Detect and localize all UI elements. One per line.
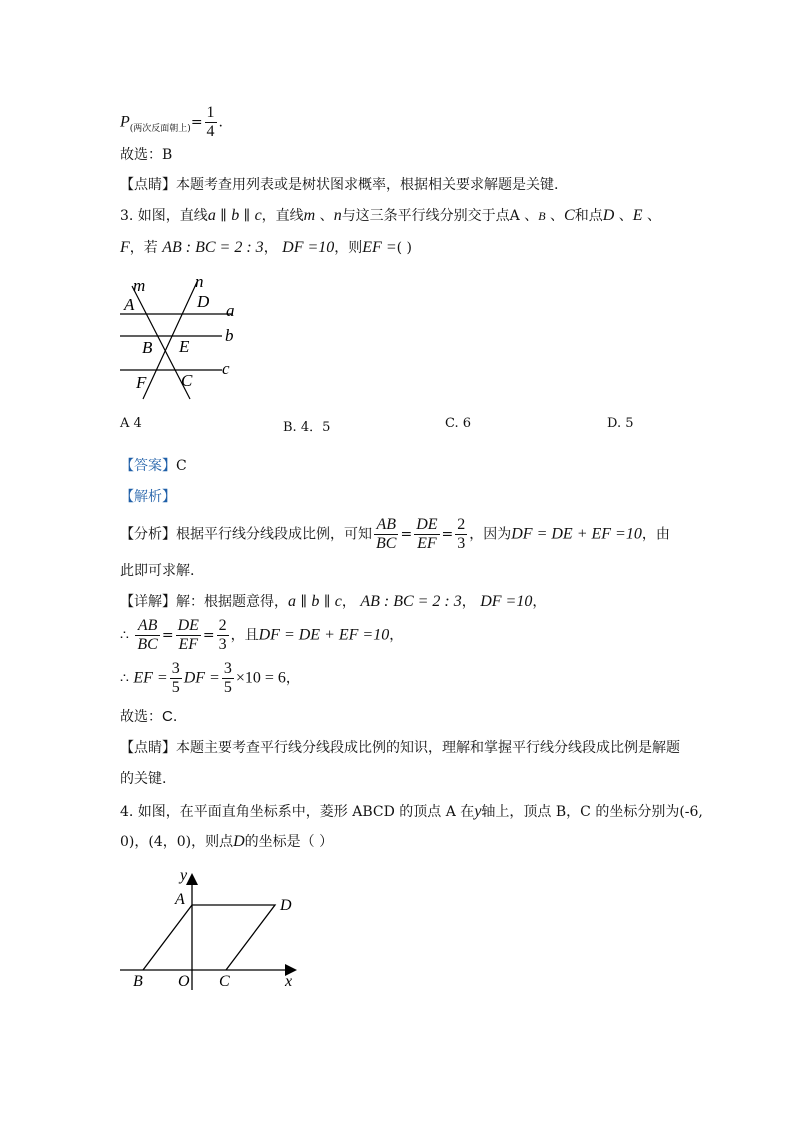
label-a: a (226, 301, 235, 320)
q3-analysis-line1: 【分析】根据平行线分线段成比例，可知 $\frac{AB}{BC}$ = $\frac{DE}{EF}$ = $\frac{2}{3}$ ，因为DF = DE + EF =10，由 (120, 516, 670, 552)
q3-stem-line1: 3. 如图，直线a ∥ b ∥ c，直线m 、n与这三条平行线分别交于点A 、B 、C和点D 、E 、 (120, 207, 661, 224)
label-E: E (179, 337, 190, 356)
q4-stem-line2: 0)，(4，0)，则点D的坐标是（ ） (120, 833, 334, 850)
q3-choice: 故选：C. (120, 708, 178, 725)
label-B: B (133, 973, 143, 990)
y-axis-arrow (186, 873, 198, 885)
q4-rhombus-figure (115, 860, 315, 995)
q3-answer: 【答案】C (120, 458, 187, 474)
label-A: A (124, 295, 135, 314)
label-n: n (195, 272, 204, 291)
prev-choice: 故选：B (120, 147, 173, 163)
fraction-one-quarter: $\frac{1}{4}$ (206, 104, 215, 140)
label-B: B (142, 338, 153, 357)
label-F: F (136, 373, 147, 392)
label-C: C (181, 371, 193, 390)
label-D: D (197, 292, 210, 311)
q3-analysis-line2: 此即可求解. (120, 563, 195, 579)
label-m: m (133, 276, 146, 295)
label-O: O (178, 973, 190, 990)
q3-stem-line2: F，若 AB : BC = 2 : 3， DF =10，则EF =( ) (120, 239, 412, 256)
option-b[interactable]: B. 4．5 (283, 420, 331, 435)
q3-detail-line2: ∴ $\frac{AB}{BC}$ = $\frac{DE}{EF}$ = $\frac{2}{3}$ ，且DF = DE + EF =10， (120, 617, 404, 653)
option-c[interactable]: C. 6 (445, 416, 472, 431)
prev-comment: 【点睛】本题考查用列表或是树状图求概率，根据相关要求解题是关键. (120, 177, 559, 193)
label-x: x (285, 973, 293, 990)
label-A: A (175, 891, 185, 908)
q3-parallel-lines-figure (115, 272, 245, 404)
label-b: b (225, 326, 234, 345)
q3-comment-line1: 【点睛】本题主要考查平行线分线段成比例的知识，理解和掌握平行线分线段成比例是解题 (120, 740, 680, 756)
label-y: y (180, 867, 188, 884)
label-c: c (222, 359, 230, 378)
label-D: D (280, 897, 292, 914)
probability-result: $P_{(两次反面朝上)}=$ $\frac{1}{4}$ . (120, 104, 223, 140)
option-d[interactable]: D. 5 (607, 416, 634, 431)
q4-stem-line1: 4. 如图，在平面直角坐标系中，菱形 ABCD 的顶点 A 在y轴上，顶点 B，C 的坐标分别为(-6, (120, 803, 703, 820)
q3-detail-line1: 【详解】解：根据题意得，a ∥ b ∥ c， AB : BC = 2 : 3， DF =10， (120, 593, 547, 610)
label-C: C (219, 973, 230, 990)
q3-comment-line2: 的关键. (120, 771, 167, 787)
q3-detail-line3: ∴ EF = $\frac{3}{5}$ DF = $\frac{3}{5}$ ×10 = 6， (120, 660, 300, 696)
option-a[interactable]: A 4 (120, 416, 142, 431)
q3-analysis-tag: 【解析】 (120, 489, 176, 505)
rhombus-abcd (143, 905, 275, 970)
